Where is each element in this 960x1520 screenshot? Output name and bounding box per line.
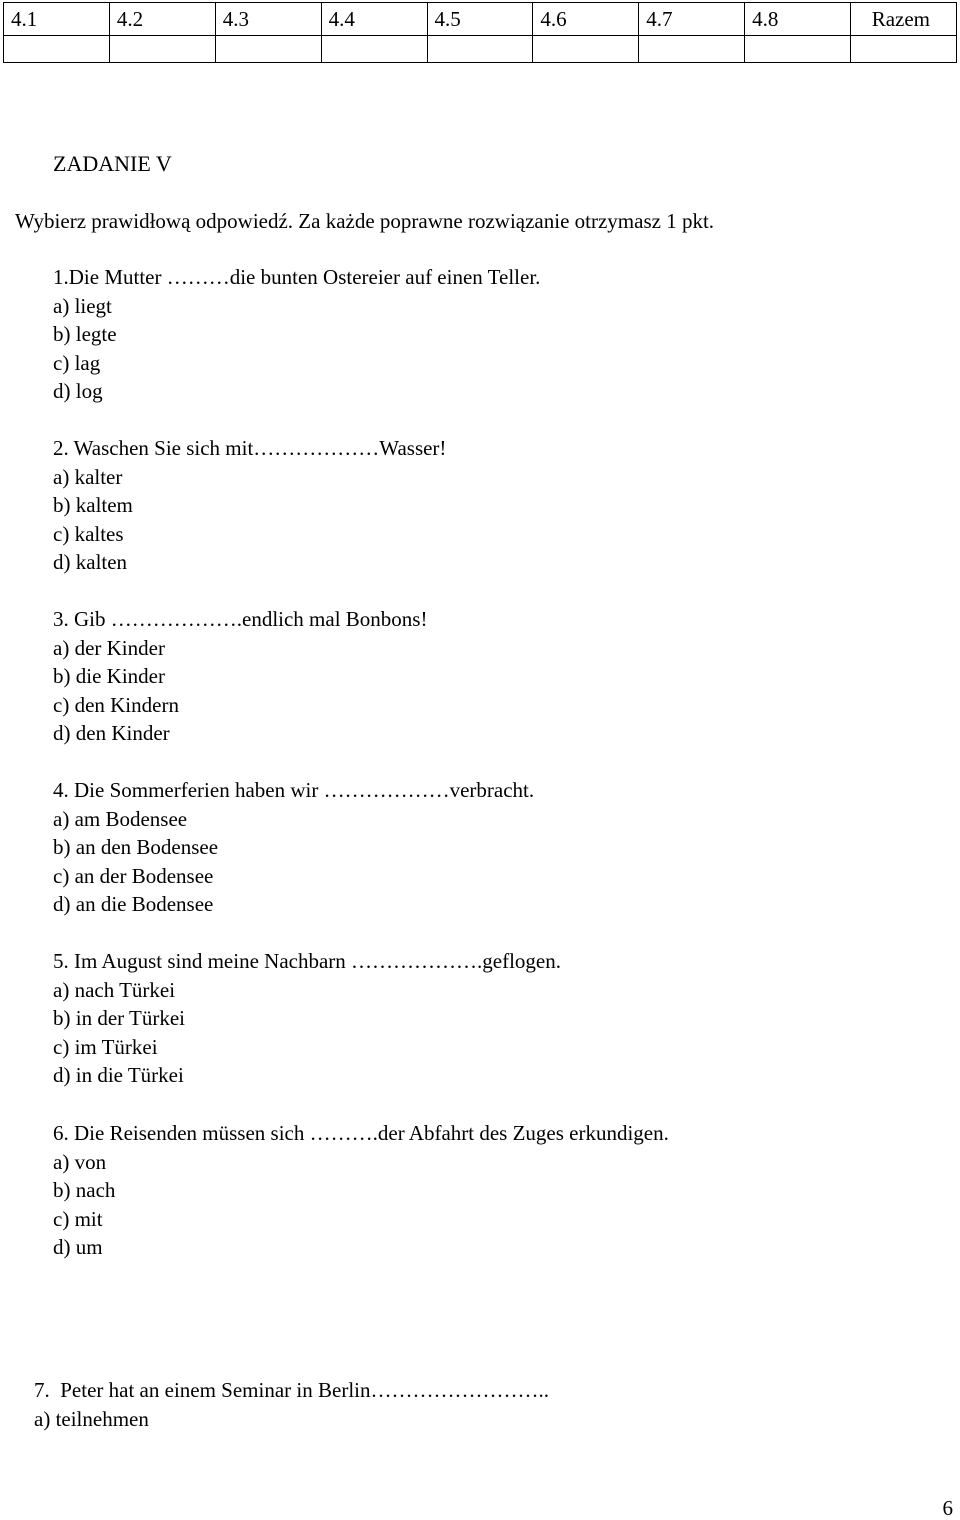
score-cell[interactable] — [215, 36, 321, 63]
option-a[interactable]: a) kalter — [53, 464, 123, 489]
option-c[interactable]: c) im Türkei — [53, 1034, 158, 1059]
score-cell[interactable] — [321, 36, 427, 63]
score-header-4-3: 4.3 — [215, 3, 321, 36]
option-c[interactable]: c) mit — [53, 1206, 103, 1231]
option-a[interactable]: a) nach Türkei — [53, 977, 176, 1002]
option-c[interactable]: c) an der Bodensee — [53, 863, 214, 888]
question-text: 6. Die Reisenden müssen sich ……….der Abfahrt des Zuges erkundigen. — [53, 1121, 669, 1145]
score-cell[interactable] — [745, 36, 851, 63]
question-text: 2. Waschen Sie sich mit………………Wasser! — [53, 436, 447, 460]
score-header-razem: Razem — [851, 3, 957, 36]
option-d[interactable]: d) an die Bodensee — [53, 892, 214, 916]
score-cell[interactable] — [533, 36, 639, 63]
score-header-4-2: 4.2 — [109, 3, 215, 36]
question-7 — [34, 1376, 549, 1433]
score-header-4-6: 4.6 — [533, 3, 639, 36]
score-header-4-8: 4.8 — [745, 3, 851, 36]
option-a[interactable]: a) am Bodensee — [53, 806, 188, 831]
option-d[interactable]: d) den Kinder — [53, 721, 170, 745]
score-table-score-row — [4, 36, 957, 63]
option-a[interactable]: a) von — [53, 1149, 107, 1174]
option-d[interactable]: d) um — [53, 1235, 103, 1259]
score-cell[interactable] — [639, 36, 745, 63]
option-b[interactable]: b) kaltem — [53, 493, 133, 517]
question-6 — [53, 1119, 669, 1262]
question-text: 7. Peter hat an einem Seminar in Berlin…………………….. — [34, 1378, 549, 1402]
option-b[interactable]: b) in der Türkei — [53, 1006, 185, 1030]
task-heading: ZADANIE V — [53, 151, 172, 176]
question-text: 1.Die Mutter ………die bunten Ostereier auf einen Teller. — [53, 265, 541, 289]
question-text: 5. Im August sind meine Nachbarn ……………….geflogen. — [53, 949, 561, 973]
score-header-4-4: 4.4 — [321, 3, 427, 36]
option-d[interactable]: d) in die Türkei — [53, 1063, 184, 1087]
question-5 — [53, 947, 561, 1090]
option-b[interactable]: b) nach — [53, 1178, 116, 1202]
score-table-header-row — [4, 3, 957, 36]
option-b[interactable]: b) an den Bodensee — [53, 835, 219, 859]
score-table — [3, 2, 957, 63]
option-b[interactable]: b) legte — [53, 322, 117, 346]
question-text: 4. Die Sommerferien haben wir ………………verbracht. — [53, 778, 535, 802]
score-cell[interactable] — [109, 36, 215, 63]
option-a[interactable]: a) liegt — [53, 293, 112, 318]
option-c[interactable]: c) den Kindern — [53, 692, 179, 717]
question-1 — [53, 263, 540, 406]
page-number: 6 — [942, 1496, 953, 1520]
score-header-4-5: 4.5 — [427, 3, 533, 36]
score-cell[interactable] — [427, 36, 533, 63]
question-4 — [53, 776, 534, 919]
option-b[interactable]: b) die Kinder — [53, 664, 165, 688]
option-d[interactable]: d) log — [53, 379, 103, 403]
option-c[interactable]: c) lag — [53, 350, 101, 375]
score-header-4-1: 4.1 — [4, 3, 110, 36]
score-cell-total[interactable] — [851, 36, 957, 63]
option-d[interactable]: d) kalten — [53, 550, 128, 574]
option-a[interactable]: a) der Kinder — [53, 635, 165, 660]
score-cell[interactable] — [4, 36, 110, 63]
question-2 — [53, 434, 446, 577]
question-text: 3. Gib ……………….endlich mal Bonbons! — [53, 607, 428, 631]
question-3 — [53, 605, 427, 748]
score-header-4-7: 4.7 — [639, 3, 745, 36]
option-a[interactable]: a) teilnehmen — [34, 1406, 149, 1431]
option-c[interactable]: c) kaltes — [53, 521, 124, 546]
task-instruction: Wybierz prawidłową odpowiedź. Za każde poprawne rozwiązanie otrzymasz 1 pkt. — [15, 209, 715, 233]
